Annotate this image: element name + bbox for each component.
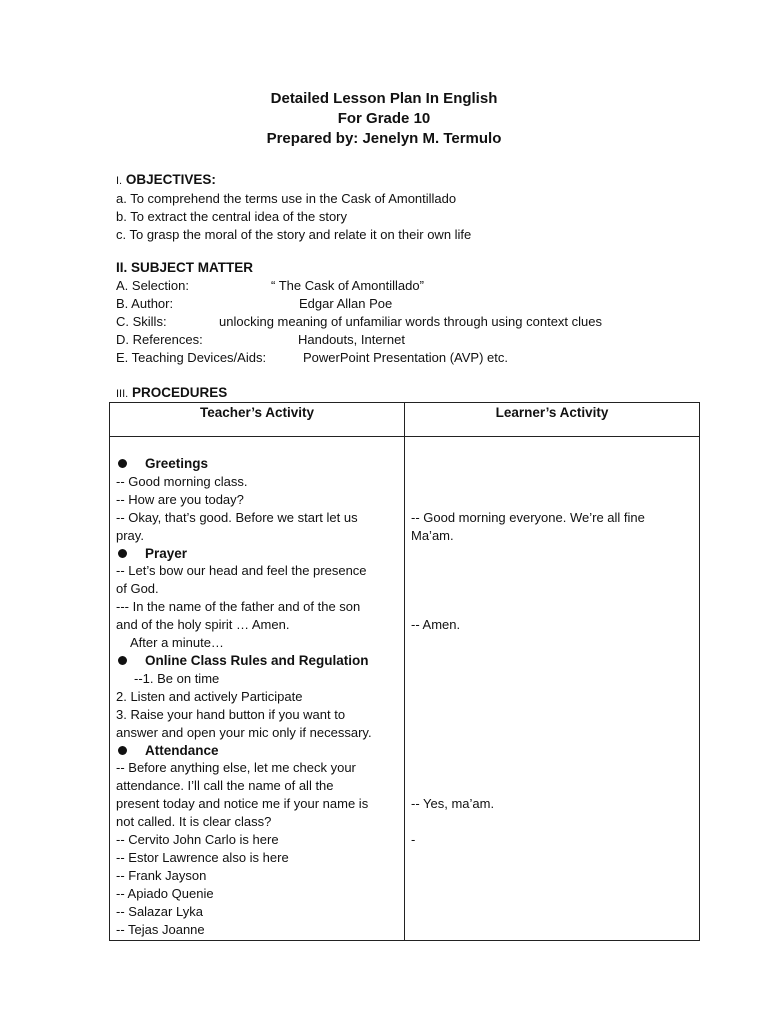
table-row xyxy=(110,437,700,941)
text-line: 3. Raise your hand button if you want to xyxy=(116,706,346,722)
text-line: -- Before anything else, let me check your xyxy=(116,760,356,776)
subject-row-references xyxy=(116,331,716,349)
text-line: -- Cervito John Carlo is here xyxy=(116,832,279,848)
spacer xyxy=(411,562,693,580)
bullet-label: Online Class Rules and Regulation xyxy=(145,652,369,668)
bullet-icon xyxy=(118,746,127,755)
text-line: -- Salazar Lyka xyxy=(116,903,203,919)
row-label: A. Selection: xyxy=(116,278,189,293)
spacer xyxy=(411,723,693,741)
learner-reply: -- Amen. xyxy=(411,617,461,633)
learner-reply: -- Yes, ma’am. xyxy=(411,795,495,811)
row-label: C. Skills: xyxy=(116,314,167,329)
text-line: of God. xyxy=(116,581,159,597)
procedures-section xyxy=(116,384,227,403)
prepared-by: Prepared by: Jenelyn M. Termulo xyxy=(266,130,502,147)
learner-reply: - xyxy=(411,831,416,847)
learner-reply: Ma’am. xyxy=(411,527,454,543)
objectives-number: I. xyxy=(116,175,123,187)
subject-row-author xyxy=(116,295,716,313)
text-line: attendance. I’ll call the name of all the xyxy=(116,778,334,794)
row-label: B. Author: xyxy=(116,296,174,311)
row-label: E. Teaching Devices/Aids: xyxy=(116,350,267,365)
bullet-icon xyxy=(118,459,127,468)
bullet-label: Greetings xyxy=(145,456,209,471)
spacer xyxy=(411,670,693,688)
bullet-label: Attendance xyxy=(145,742,219,758)
objective-item: a. To comprehend the terms use in the Cask of Amontillado xyxy=(116,191,457,206)
rules-heading xyxy=(116,652,398,670)
row-value: PowerPoint Presentation (AVP) etc. xyxy=(303,350,508,365)
spacer xyxy=(411,634,693,652)
spacer xyxy=(411,777,693,795)
text-line: After a minute… xyxy=(130,635,224,651)
row-value: “ The Cask of Amontillado” xyxy=(271,278,424,293)
bullet-icon xyxy=(118,549,127,558)
spacer xyxy=(411,813,693,831)
prayer-heading xyxy=(116,545,398,563)
row-label: D. References: xyxy=(116,332,203,347)
spacer xyxy=(411,491,693,509)
text-line: --- In the name of the father and of the son xyxy=(116,599,361,615)
text-line: -- Frank Jayson xyxy=(116,867,207,883)
spacer xyxy=(411,473,693,491)
text-line: -- Okay, that’s good. Before we start let us xyxy=(116,509,358,525)
text-line: 2. Listen and actively Participate xyxy=(116,688,303,704)
subject-row-devices xyxy=(116,349,716,367)
text-line: not called. It is clear class? xyxy=(116,814,272,830)
grade-line: For Grade 10 xyxy=(337,110,431,127)
procedures-table xyxy=(109,402,700,941)
spacer xyxy=(411,688,693,706)
spacer xyxy=(411,544,693,562)
learner-activity-header: Learner’s Activity xyxy=(405,403,700,437)
text-line: -- How are you today? xyxy=(116,491,244,507)
spacer xyxy=(411,652,693,670)
text-line: -- Apiado Quenie xyxy=(116,885,214,901)
text-line: --1. Be on time xyxy=(134,670,220,686)
attendance-heading xyxy=(116,742,398,760)
procedures-title: PROCEDURES xyxy=(132,385,228,400)
learner-reply: -- Good morning everyone. We’re all fine xyxy=(411,509,645,525)
learner-activity-cell xyxy=(405,437,700,941)
table-header-row xyxy=(110,403,700,437)
objectives-heading xyxy=(116,171,471,190)
row-value: unlocking meaning of unfamiliar words through using context clues xyxy=(219,314,602,329)
text-line: -- Let’s bow our head and feel the presence xyxy=(116,563,367,579)
row-value: Handouts, Internet xyxy=(298,332,405,347)
spacer xyxy=(411,741,693,759)
spacer xyxy=(411,759,693,777)
teacher-activity-cell xyxy=(110,437,405,941)
text-line: answer and open your mic only if necessary. xyxy=(116,724,372,740)
objective-item: c. To grasp the moral of the story and relate it on their own life xyxy=(116,227,472,242)
title-block xyxy=(0,89,768,149)
subject-row-skills xyxy=(116,313,716,331)
row-value: Edgar Allan Poe xyxy=(299,296,393,311)
procedures-heading xyxy=(116,384,227,403)
text-line: -- Estor Lawrence also is here xyxy=(116,849,289,865)
objective-item: b. To extract the central idea of the story xyxy=(116,209,347,224)
greetings-heading xyxy=(116,455,398,473)
subject-matter-heading: II. SUBJECT MATTER xyxy=(116,260,254,275)
text-line: -- Good morning class. xyxy=(116,473,248,489)
spacer xyxy=(411,598,693,616)
document-title: Detailed Lesson Plan In English xyxy=(270,90,498,107)
spacer xyxy=(411,455,693,473)
subject-row-selection xyxy=(116,277,716,295)
text-line: and of the holy spirit … Amen. xyxy=(116,617,290,633)
bullet-label: Prayer xyxy=(145,545,188,561)
text-line: present today and notice me if your name is xyxy=(116,796,369,812)
text-line: pray. xyxy=(116,527,144,543)
bullet-icon xyxy=(118,656,127,665)
spacer xyxy=(411,706,693,724)
text-line: -- Tejas Joanne xyxy=(116,921,205,937)
teacher-activity-header: Teacher’s Activity xyxy=(110,403,405,437)
procedures-number: III. xyxy=(116,388,129,400)
objectives-section xyxy=(116,171,471,244)
subject-matter-section xyxy=(116,259,716,367)
spacer xyxy=(411,580,693,598)
objectives-title: OBJECTIVES: xyxy=(125,172,216,187)
